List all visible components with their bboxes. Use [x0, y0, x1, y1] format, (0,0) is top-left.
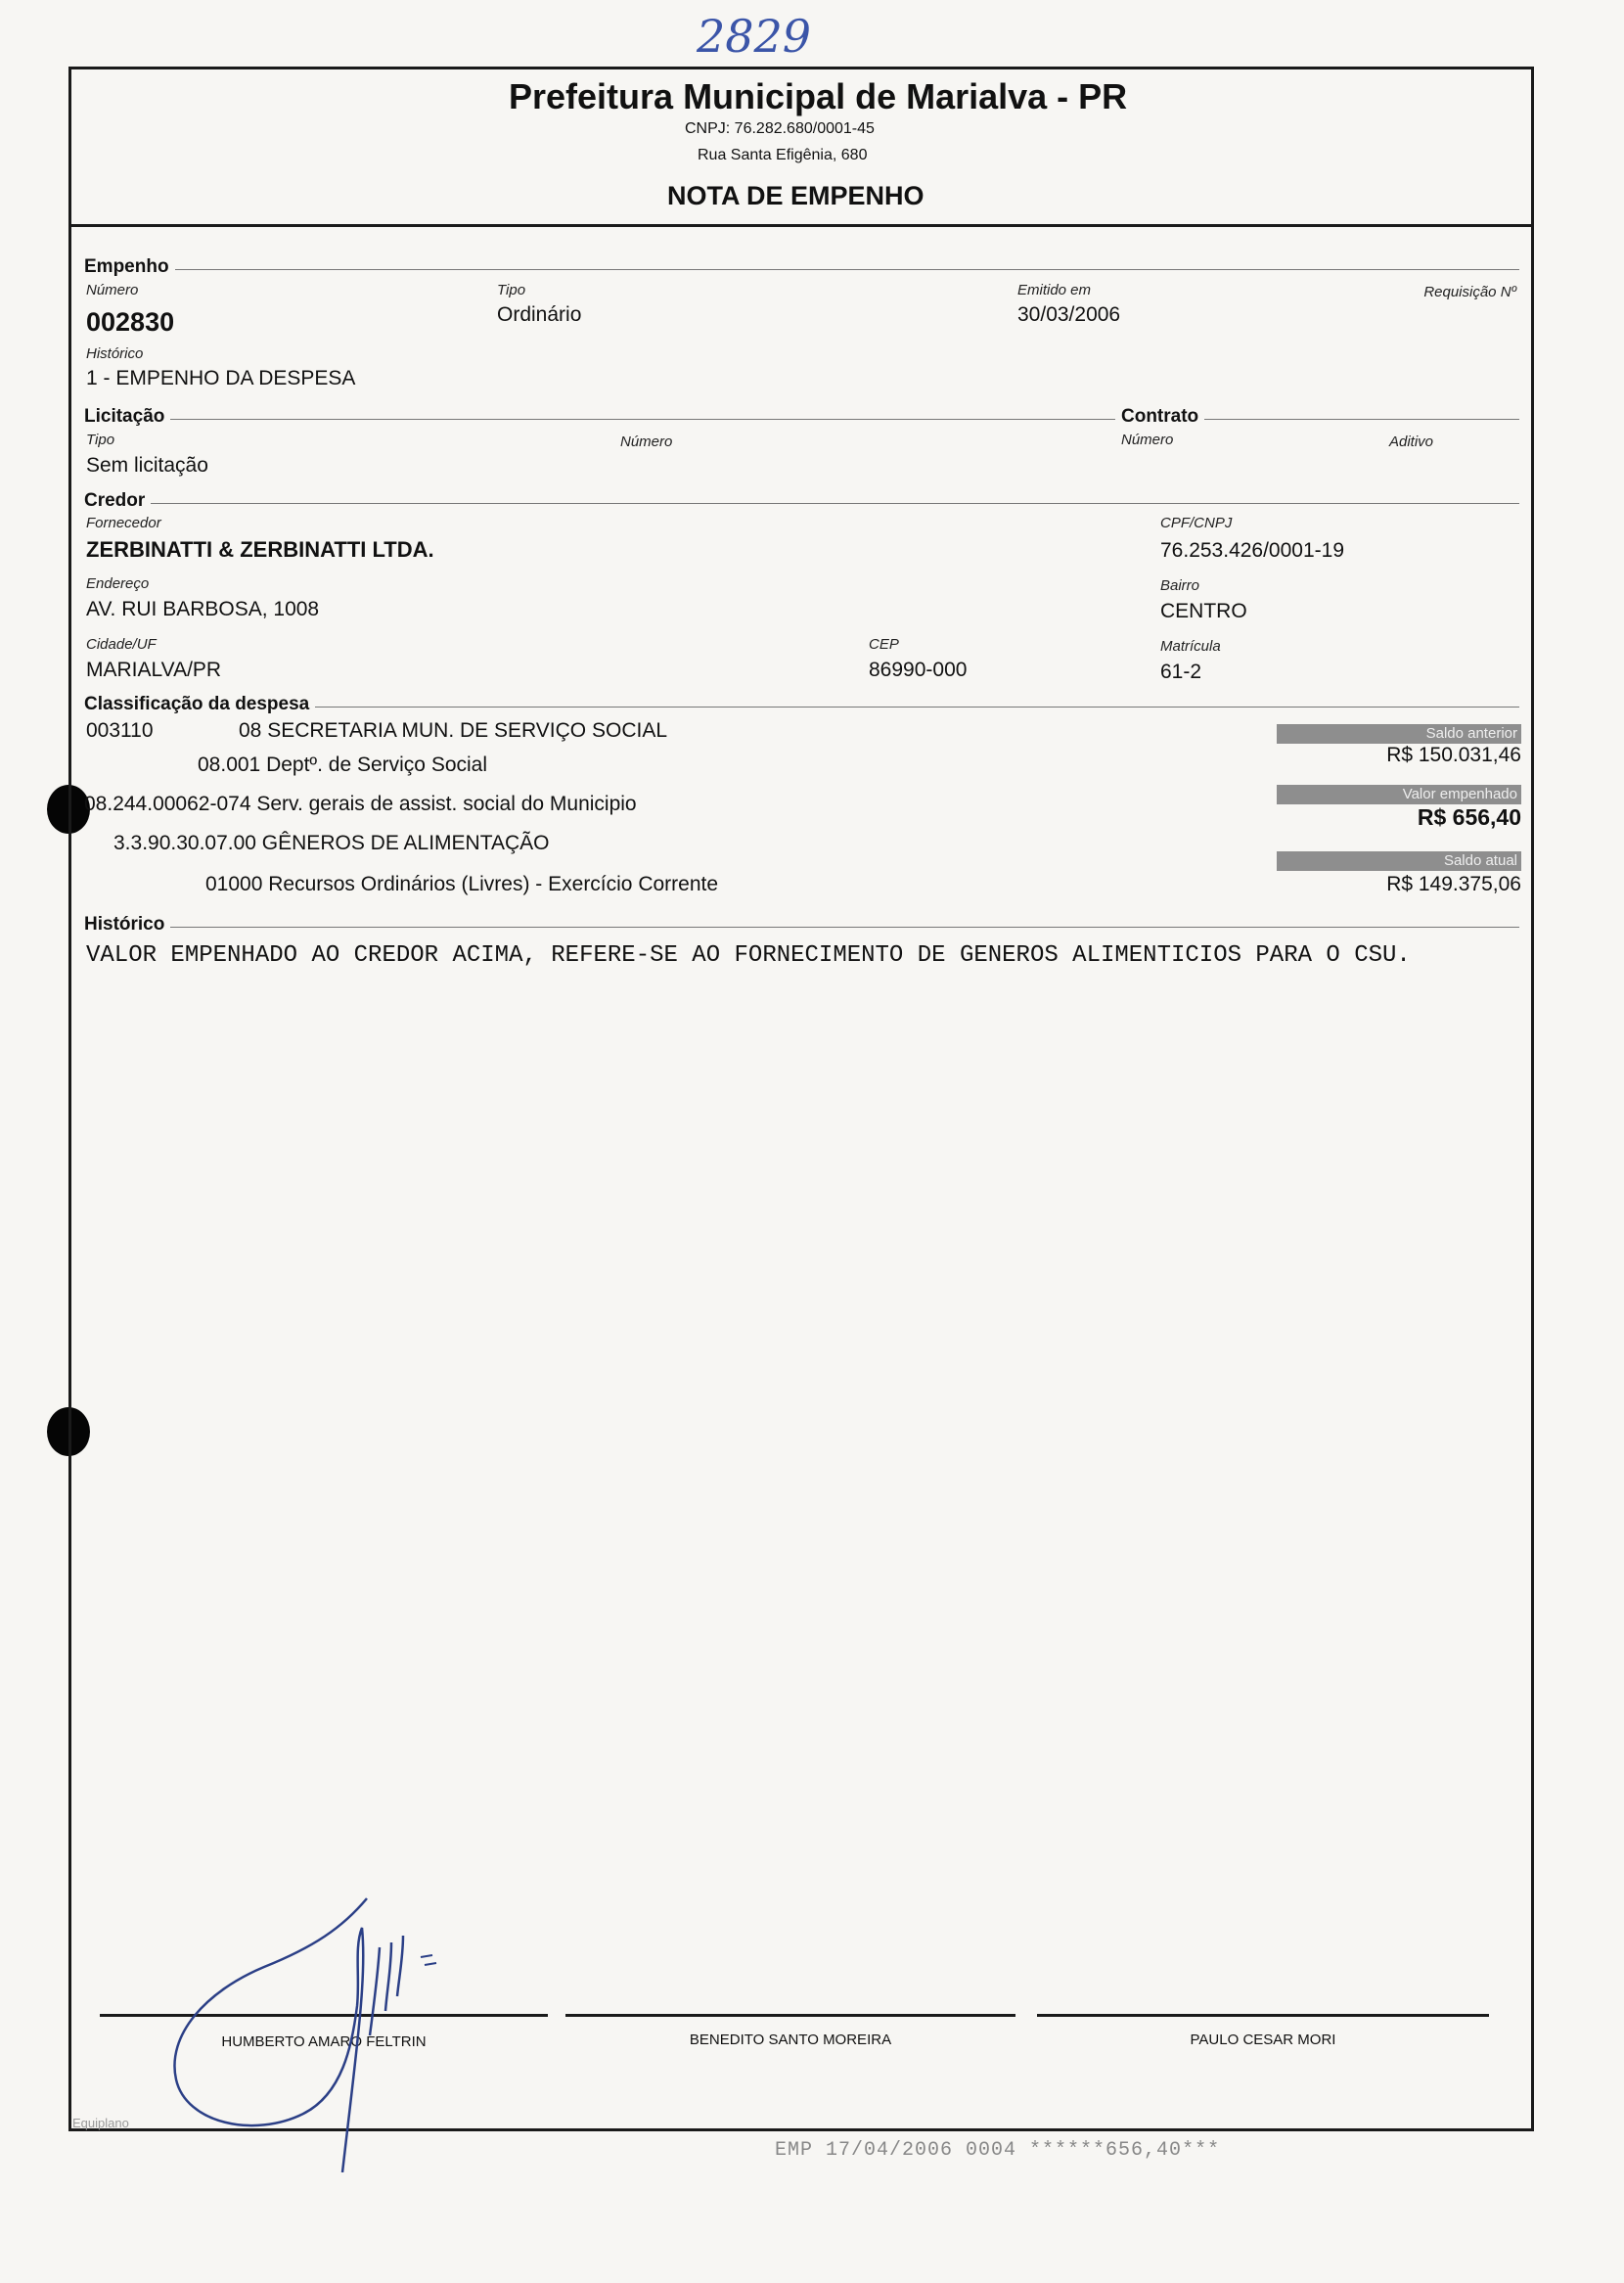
signature-line-2	[565, 2014, 1015, 2017]
emitido-date: 30/03/2006	[1017, 303, 1121, 326]
header-address: Rua Santa Efigênia, 680	[698, 147, 868, 163]
section-licitacao: Licitação	[84, 406, 170, 428]
matricula-label: Matrícula	[1160, 638, 1221, 655]
cpf-label: CPF/CNPJ	[1160, 515, 1233, 531]
matricula-value: 61-2	[1160, 661, 1202, 683]
signature-line-3	[1037, 2014, 1489, 2017]
section-historico: Histórico	[84, 914, 170, 936]
signature-name-2: BENEDITO SANTO MOREIRA	[689, 2032, 892, 2048]
requisicao-label: Requisição Nº	[1423, 284, 1516, 300]
licitacao-tipo: Sem licitação	[86, 454, 208, 477]
saldo-anterior-label: Saldo anterior	[1277, 724, 1521, 744]
handwritten-number: 2829	[697, 10, 812, 63]
valor-empenhado-value: R$ 656,40	[1417, 804, 1521, 830]
empenho-numero-label: Número	[86, 282, 139, 298]
valor-empenhado-label: Valor empenhado	[1277, 785, 1521, 804]
signature-scribble	[147, 1889, 460, 2172]
credor-rule	[86, 503, 1519, 504]
signature-name-1: HUMBERTO AMARO FELTRIN	[221, 2033, 427, 2050]
classificacao-line5: 01000 Recursos Ordinários (Livres) - Exercício Corrente	[205, 873, 719, 895]
classificacao-line2: 08.001 Deptº. de Serviço Social	[198, 753, 488, 776]
fornecedor-label: Fornecedor	[86, 515, 161, 531]
empenho-numero: 002830	[86, 307, 175, 337]
emitido-label: Emitido em	[1017, 282, 1092, 298]
saldo-atual-label: Saldo atual	[1277, 851, 1521, 871]
cep-label: CEP	[869, 636, 899, 653]
page-title: Prefeitura Municipal de Marialva - PR	[509, 76, 1128, 116]
print-stamp: EMP 17/04/2006 0004 ******656,40***	[775, 2139, 1221, 2162]
signature-name-3: PAULO CESAR MORI	[1190, 2032, 1336, 2048]
section-classificacao: Classificação da despesa	[84, 694, 315, 715]
saldo-atual-value: R$ 149.375,06	[1386, 873, 1521, 895]
cidade-label: Cidade/UF	[86, 636, 157, 653]
header-cnpj: CNPJ: 76.282.680/0001-45	[685, 120, 875, 137]
licitacao-numero-label: Número	[620, 434, 673, 450]
section-credor: Credor	[84, 490, 151, 512]
classificacao-line4: 3.3.90.30.07.00 GÊNEROS DE ALIMENTAÇÃO	[113, 832, 550, 854]
contrato-aditivo-label: Aditivo	[1389, 434, 1434, 450]
bairro-value: CENTRO	[1160, 600, 1247, 622]
contrato-numero-label: Número	[1121, 432, 1174, 448]
licitacao-rule	[86, 419, 1519, 420]
licitacao-tipo-label: Tipo	[86, 432, 115, 448]
empenho-tipo: Ordinário	[497, 303, 582, 326]
section-contrato: Contrato	[1115, 406, 1204, 428]
bairro-label: Bairro	[1160, 577, 1200, 594]
historico-text: VALOR EMPENHADO AO CREDOR ACIMA, REFERE-SE AO FORNECIMENTO DE GENEROS ALIMENTICIOS PARA O CSU.	[86, 942, 1411, 969]
saldo-anterior-value: R$ 150.031,46	[1386, 744, 1521, 766]
classificacao-line1: 08 SECRETARIA MUN. DE SERVIÇO SOCIAL	[239, 719, 668, 742]
endereco-value: AV. RUI BARBOSA, 1008	[86, 598, 320, 620]
section-empenho: Empenho	[84, 256, 175, 278]
footer-mark: Equiplano	[72, 2116, 129, 2130]
empenho-historico-label: Histórico	[86, 345, 144, 362]
header-divider	[68, 224, 1534, 227]
cpf-value: 76.253.426/0001-19	[1160, 539, 1345, 562]
classificacao-code: 003110	[86, 719, 154, 742]
cep-value: 86990-000	[869, 659, 968, 681]
fornecedor-name: ZERBINATTI & ZERBINATTI LTDA.	[86, 537, 434, 562]
empenho-rule	[86, 269, 1519, 270]
endereco-label: Endereço	[86, 575, 150, 592]
document-title: NOTA DE EMPENHO	[667, 181, 925, 210]
classificacao-line3: 08.244.00062-074 Serv. gerais de assist. social do Municipio	[84, 793, 637, 815]
cidade-value: MARIALVA/PR	[86, 659, 222, 681]
historico-rule	[86, 927, 1519, 928]
empenho-historico: 1 - EMPENHO DA DESPESA	[86, 367, 356, 389]
empenho-tipo-label: Tipo	[497, 282, 526, 298]
